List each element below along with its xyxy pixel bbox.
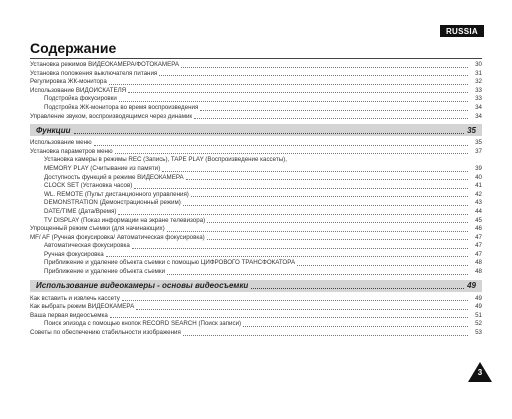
toc-entry-page: 34 [475,103,482,111]
page-title: Содержание [30,40,117,56]
toc-entry-page: 33 [475,95,482,103]
toc-entry-text: WL. REMOTE (Пульт дистанционного управления) [44,190,189,198]
dot-leader [94,144,468,146]
toc-entry-page: 32 [475,78,482,86]
toc-entry-page: 41 [475,182,482,190]
toc-entry[interactable] [30,156,482,165]
toc-entry-page: 49 [475,303,482,311]
toc-entry[interactable] [30,95,482,104]
dot-leader [159,74,468,76]
toc-entry[interactable] [30,199,482,208]
toc-entry-text: Подстройка ЖК-монитора во время воспроизведения [44,103,199,111]
toc-entry-page: 51 [475,311,482,319]
toc-entry[interactable] [30,174,482,183]
toc-entry-text: Использование меню [30,139,92,147]
toc-entry-page: 47 [475,242,482,250]
toc-entry[interactable] [30,61,482,70]
dot-leader [136,308,468,310]
toc-entry-page: 44 [475,207,482,215]
toc-entry[interactable] [30,329,482,338]
toc-entry[interactable] [30,242,482,251]
page-number-badge [468,362,492,382]
language-badge: RUSSIA [440,25,484,37]
toc-entry[interactable] [30,295,482,304]
toc-entry-page: 30 [475,61,482,68]
dot-leader [118,213,468,215]
toc-entry[interactable] [30,182,482,191]
toc-entry-text: DEMONSTRATION (Демонстрационный режим) [44,199,181,207]
toc-entry-page: 31 [475,69,482,77]
toc-entry-text: Советы по обеспечению стабильности изображения [30,329,181,337]
dot-leader [183,204,468,206]
dot-leader [119,100,468,102]
toc-entry-text: Установка режимов ВИДЕОКАМЕРА/ФОТОКАМЕРА [30,61,180,68]
dot-leader [186,178,468,180]
toc-entry[interactable] [30,139,482,148]
toc-entry-page: 39 [475,164,482,172]
dot-leader [167,273,468,275]
section-title: Использование видеокамеры - основы видеосъемки [36,281,249,291]
dot-leader [162,170,468,172]
toc-entry[interactable] [30,217,482,226]
toc-entry-page: 48 [475,268,482,276]
dot-leader [207,221,468,223]
toc-entry-text: Доступность функций в режиме ВИДЕОКАМЕРА [44,173,184,181]
toc-entry-text: Установка параметров меню [30,147,113,155]
toc-entry[interactable] [30,113,482,122]
toc-entry-text: MF/ AF (Ручная фокусировка/ Автоматическая фокусировка) [30,233,205,241]
section-camera-basics[interactable] [30,280,482,292]
toc-entry[interactable] [30,104,482,113]
dot-leader [115,152,468,154]
toc-entry[interactable] [30,165,482,174]
basics-list [30,295,482,338]
dot-leader [194,117,468,119]
section-title: Функции [36,125,71,135]
toc-entry-page: 34 [475,112,482,120]
toc-entry-page: 33 [475,86,482,94]
toc-entry-text: MEMORY PLAY (Считывание из памяти) [44,164,161,172]
dot-leader [110,316,468,318]
toc-entry-text: Приближение и удаление объекта съемки [44,268,166,276]
toc-entry-text: Поиск эпизода с помощью кнопок RECORD SEARCH (Поиск записи) [44,320,242,328]
toc-entry-page: 46 [475,225,482,233]
dot-leader [74,132,465,134]
dot-leader [167,230,468,232]
toc-entry-text: Регулировка ЖК-монитора [30,78,107,86]
toc-entry[interactable] [30,70,482,79]
toc-entry[interactable] [30,225,482,234]
section-functions[interactable] [30,124,482,136]
toc-entry-text: Приближение и удаление объекта съемки с помощью ЦИФРОВОГО ТРАНСФОКАТОРА [44,259,296,267]
toc-entry-text: Установка положения выключателя питания [30,69,158,77]
toc-entry-text: TV DISPLAY (Показ информации на экране телевизора) [44,216,206,224]
toc-entry-text: DATE/TIME (Дата/Время) [44,207,117,215]
dot-leader [207,238,468,240]
toc-entry[interactable] [30,320,482,329]
dot-leader [200,109,468,111]
toc-entry[interactable] [30,268,482,277]
toc-entry[interactable] [30,259,482,268]
toc-entry-page: 43 [475,199,482,207]
toc-entry-text: Подстройка фокусировки [44,95,117,103]
toc-entry-page: 49 [475,294,482,302]
toc-entry-page: 40 [475,173,482,181]
dot-leader [109,83,468,85]
toc-entry-text: Ручная фокусировка [44,250,104,258]
dot-leader [297,264,468,266]
dot-leader [191,195,468,197]
toc-entry-page: 37 [475,147,482,155]
toc-entry-page: 42 [475,190,482,198]
toc-entry-text: Автоматическая фокусировка [44,242,130,250]
toc-entry-text: Управление звуком, воспроизводящимся через динамик [30,112,193,120]
toc-entry-page: 52 [475,320,482,328]
toc-entry-text: Установка камеры в режимы REC (Запись), TAPE PLAY (Воспроизведение кассеты), [44,156,287,164]
toc-entry-text: Упрощенный режим съемки (для начинающих) [30,225,165,233]
toc-entry-page: 47 [475,233,482,241]
toc-entry[interactable] [30,251,482,260]
dot-leader [106,255,468,257]
toc-entry-text: Как выбрать режим ВИДЕОКАМЕРА [30,303,135,311]
toc-entry-text: CLOCK SET (Установка часов) [44,182,133,190]
dot-leader [132,247,468,249]
dot-leader [183,334,468,336]
toc-entry-page: 45 [475,216,482,224]
intro-list [30,61,482,121]
functions-list [30,139,482,277]
dot-leader [122,299,468,301]
dot-leader [251,287,464,289]
section-page: 49 [467,281,476,291]
toc-entry[interactable] [30,303,482,312]
toc-entry[interactable] [30,234,482,243]
section-page: 35 [467,125,476,135]
dot-leader [134,187,468,189]
dot-leader [181,66,468,68]
toc-entry-page: 35 [475,139,482,147]
toc-entry[interactable] [30,191,482,200]
toc-entry-text: Использование ВИДОИСКАТЕЛЯ [30,86,127,94]
toc-entry[interactable] [30,78,482,87]
dot-leader [128,91,468,93]
dot-leader [243,325,468,327]
toc-entry[interactable] [30,87,482,96]
toc-entry-page: 48 [475,259,482,267]
table-of-contents [30,61,482,338]
toc-entry[interactable] [30,208,482,217]
toc-entry-text: Как вставить и извлечь кассету [30,294,120,302]
toc-entry-page: 53 [475,329,482,337]
toc-entry-page: 47 [475,250,482,258]
page-number: 3 [477,368,483,377]
toc-entry[interactable] [30,312,482,321]
toc-entry-text: Ваша первая видеосъемка [30,311,108,319]
title-divider [30,58,482,59]
toc-entry[interactable] [30,148,482,157]
